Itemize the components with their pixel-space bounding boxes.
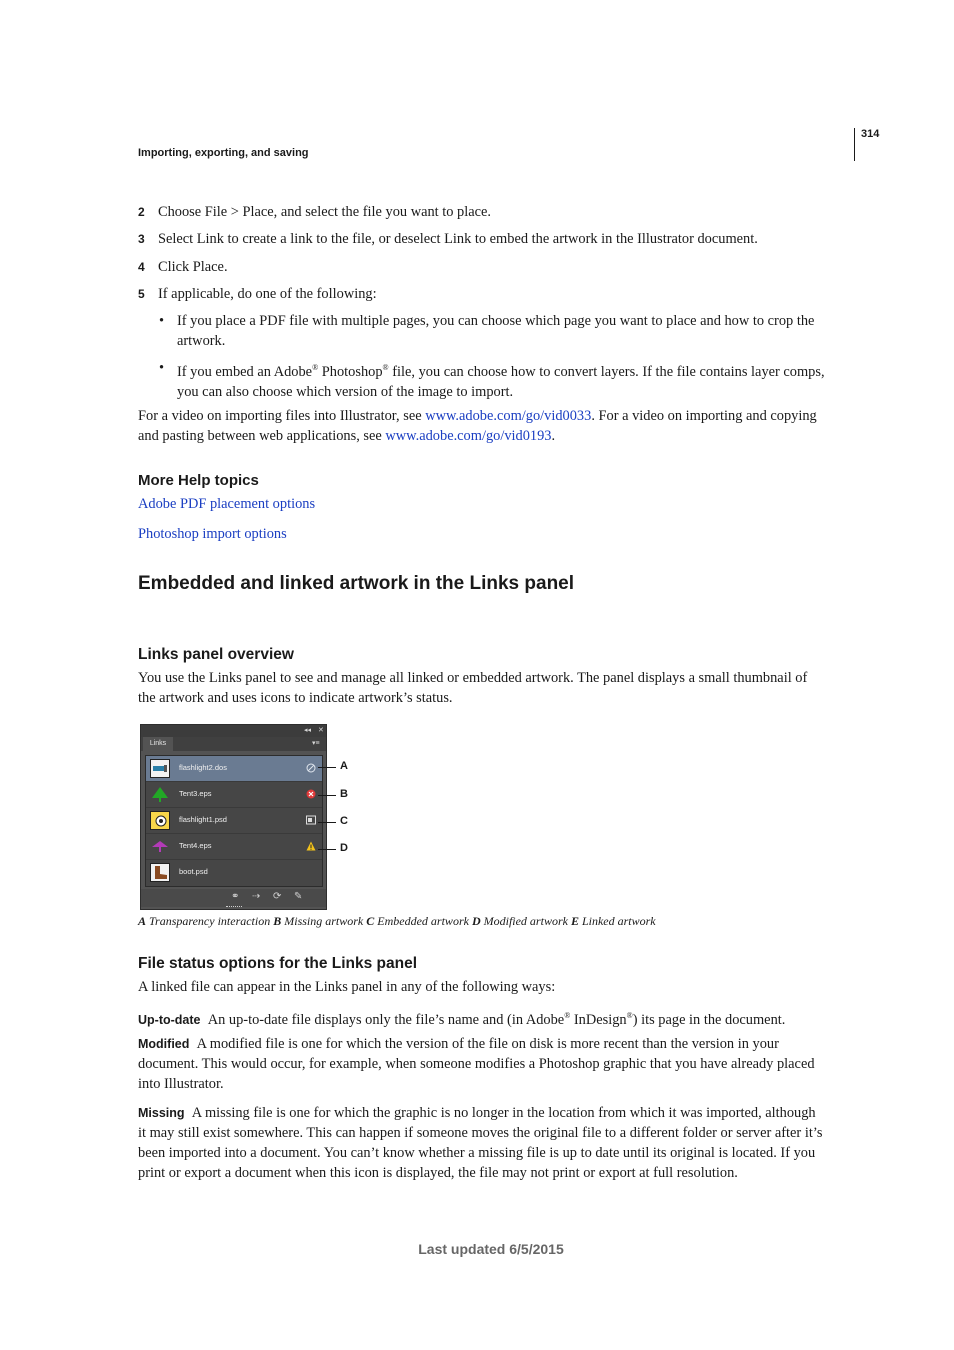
- list-item[interactable]: [146, 860, 322, 886]
- paragraph-line: [138, 1034, 858, 1054]
- paragraph-line: You use the Links panel to see and manage all linked or embedded artwork. The panel displays a small thumbnail of: [138, 670, 808, 686]
- caption-text: Modified artwork: [480, 914, 571, 928]
- uptodate-term: Up-to-date: [138, 1012, 201, 1027]
- caption-text: Transparency interaction: [146, 914, 274, 928]
- text: and pasting between web applications, see: [138, 428, 386, 444]
- file-name: boot.psd: [179, 867, 208, 876]
- callout-b: B: [340, 788, 348, 800]
- callout-a: A: [340, 760, 348, 772]
- text: A missing file is one for which the graphic is no longer in the location from which it was imported, although: [191, 1105, 816, 1121]
- help-link-photoshop-import[interactable]: Photoshop import options: [138, 526, 287, 542]
- caption-text: Embedded artwork: [374, 914, 472, 928]
- thumbnail-flashlight-icon: [150, 759, 170, 778]
- modified-entry: [138, 1034, 858, 1094]
- paragraph-line: the artwork and uses icons to indicate artwork’s status.: [138, 690, 453, 706]
- modified-icon: [306, 841, 316, 851]
- caption-letter: D: [471, 914, 481, 928]
- step-number: 5: [138, 287, 145, 301]
- page-number: 314: [861, 128, 880, 140]
- resize-grip-icon[interactable]: [226, 906, 242, 909]
- caption-letter: C: [366, 914, 375, 928]
- list-item[interactable]: [146, 756, 322, 782]
- transparency-icon: [306, 763, 316, 773]
- header-rule: [854, 128, 855, 161]
- callout-line: [318, 767, 336, 768]
- bullet-line: [177, 358, 857, 382]
- missing-entry: [138, 1103, 858, 1183]
- bullet-line: you can also choose which version of the image to import.: [177, 383, 514, 400]
- paragraph-line: been imported into a document. You can’t know whether a missing file is up to date until its original is located. If you: [138, 1145, 816, 1161]
- file-name: Tent3.eps: [179, 789, 212, 798]
- more-help-heading: More Help topics: [138, 472, 259, 489]
- caption-letter: B: [273, 914, 282, 928]
- video-paragraph: [138, 406, 858, 446]
- file-name: flashlight1.psd: [179, 815, 227, 824]
- links-panel: [140, 724, 327, 910]
- caption-text: Missing artwork: [281, 914, 367, 928]
- panel-menu-icon[interactable]: ▾≡: [312, 740, 320, 747]
- callout-c: C: [340, 815, 348, 827]
- video-link-1[interactable]: www.adobe.com/go/vid0033: [425, 408, 592, 424]
- step-2-text: Choose File > Place, and select the file you want to place.: [158, 204, 492, 220]
- bullet-marker: •: [159, 313, 165, 329]
- text: InDesign: [570, 1011, 627, 1028]
- file-name: flashlight2.dos: [179, 763, 227, 772]
- callout-d: D: [340, 842, 348, 854]
- footer-last-updated: Last updated 6/5/2015: [418, 1241, 564, 1257]
- caption-letter: E: [570, 914, 579, 928]
- callout-line: [318, 822, 336, 823]
- list-item[interactable]: [146, 834, 322, 860]
- bullet-line: If you place a PDF file with multiple pages, you can choose which page you want to place and how to crop the: [177, 313, 815, 329]
- caption-text: Linked artwork: [578, 914, 656, 928]
- list-item[interactable]: [146, 808, 322, 834]
- links-list: [145, 755, 323, 887]
- edit-original-icon[interactable]: ✎: [294, 891, 303, 902]
- registered-mark: ®: [312, 363, 319, 372]
- uptodate-entry: [138, 1006, 858, 1030]
- text: file, you can choose how to convert layers. If the file contains layer comps,: [388, 363, 825, 380]
- paragraph-line: document. This would occur, for example, when someone modifies a Photoshop graphic that you have already placed: [138, 1056, 815, 1072]
- bullet-photoshop: [177, 358, 857, 402]
- thumbnail-flashlight-icon: [150, 811, 170, 830]
- links-overview-paragraph: [138, 668, 858, 708]
- help-link-pdf-placement[interactable]: Adobe PDF placement options: [138, 496, 316, 512]
- bullet-marker: •: [159, 360, 165, 376]
- step-5: [138, 284, 145, 304]
- caption-letter: A: [138, 914, 147, 928]
- registered-mark: ®: [564, 1011, 571, 1020]
- list-item[interactable]: [146, 782, 322, 808]
- text: A modified file is one for which the version of the file on disk is more recent than the version in your: [196, 1036, 779, 1052]
- close-icon[interactable]: ✕: [318, 727, 324, 734]
- text: ) its page in the document.: [632, 1011, 786, 1028]
- thumbnail-tent-icon: [150, 785, 170, 804]
- paragraph-line: into Illustrator.: [138, 1076, 224, 1092]
- update-link-icon[interactable]: ⟳: [273, 891, 282, 902]
- step-number: 3: [138, 232, 145, 246]
- step-number: 2: [138, 205, 145, 219]
- go-to-link-icon[interactable]: ⇢: [252, 891, 261, 902]
- step-number: 4: [138, 260, 145, 274]
- missing-term: Missing: [138, 1106, 185, 1120]
- step-5-text: If applicable, do one of the following:: [158, 286, 377, 302]
- section-heading: Embedded and linked artwork in the Links panel: [138, 573, 575, 594]
- step-2: [138, 202, 145, 222]
- links-overview-heading: Links panel overview: [138, 646, 294, 663]
- embedded-icon: [306, 815, 316, 825]
- collapse-icon[interactable]: ◂◂: [304, 727, 312, 734]
- panel-title-bar: [141, 725, 326, 737]
- step-4-text: Click Place.: [158, 259, 228, 275]
- callout-line: [318, 795, 336, 796]
- figure-caption: [138, 914, 656, 929]
- text: . For a video on importing and copying: [591, 408, 817, 424]
- thumbnail-boot-icon: [150, 863, 170, 882]
- file-status-heading: File status options for the Links panel: [138, 955, 418, 972]
- paragraph-line: print or export a document when this icon is displayed, the file may not print or export at full resolution.: [138, 1165, 738, 1181]
- file-name: Tent4.eps: [179, 841, 212, 850]
- missing-icon: [306, 789, 316, 799]
- text: .: [551, 428, 556, 444]
- step-4: [138, 257, 145, 277]
- paragraph-line: [138, 1103, 858, 1123]
- paragraph-line: [138, 426, 858, 446]
- text: Photoshop: [318, 363, 383, 380]
- paragraph-line: it may still exist somewhere. This can happen if someone moves the original file to a different folder or server after it’s: [138, 1125, 823, 1141]
- step-3-text: Select Link to create a link to the file, or deselect Link to embed the artwork in the Illustrator document.: [158, 231, 758, 247]
- file-status-intro: A linked file can appear in the Links panel in any of the following ways:: [138, 979, 556, 995]
- relink-icon[interactable]: ⚭: [231, 891, 240, 902]
- registered-mark: ®: [382, 363, 389, 372]
- thumbnail-tent-icon: [150, 837, 170, 856]
- video-link-2[interactable]: www.adobe.com/go/vid0193: [385, 428, 552, 444]
- step-3: [138, 229, 145, 249]
- running-head: Importing, exporting, and saving: [138, 147, 309, 159]
- text: An up-to-date file displays only the file’s name and (in Adobe: [207, 1011, 565, 1028]
- paragraph-line: [138, 406, 858, 426]
- bullet-line: artwork.: [177, 333, 226, 349]
- callout-line: [318, 849, 336, 850]
- modified-term: Modified: [138, 1037, 190, 1051]
- text: If you embed an Adobe: [177, 363, 313, 380]
- registered-mark: ®: [626, 1011, 633, 1020]
- text: For a video on importing files into Illustrator, see: [138, 408, 426, 424]
- bullet-pdf: [177, 311, 857, 351]
- tab-links[interactable]: Links: [143, 737, 173, 751]
